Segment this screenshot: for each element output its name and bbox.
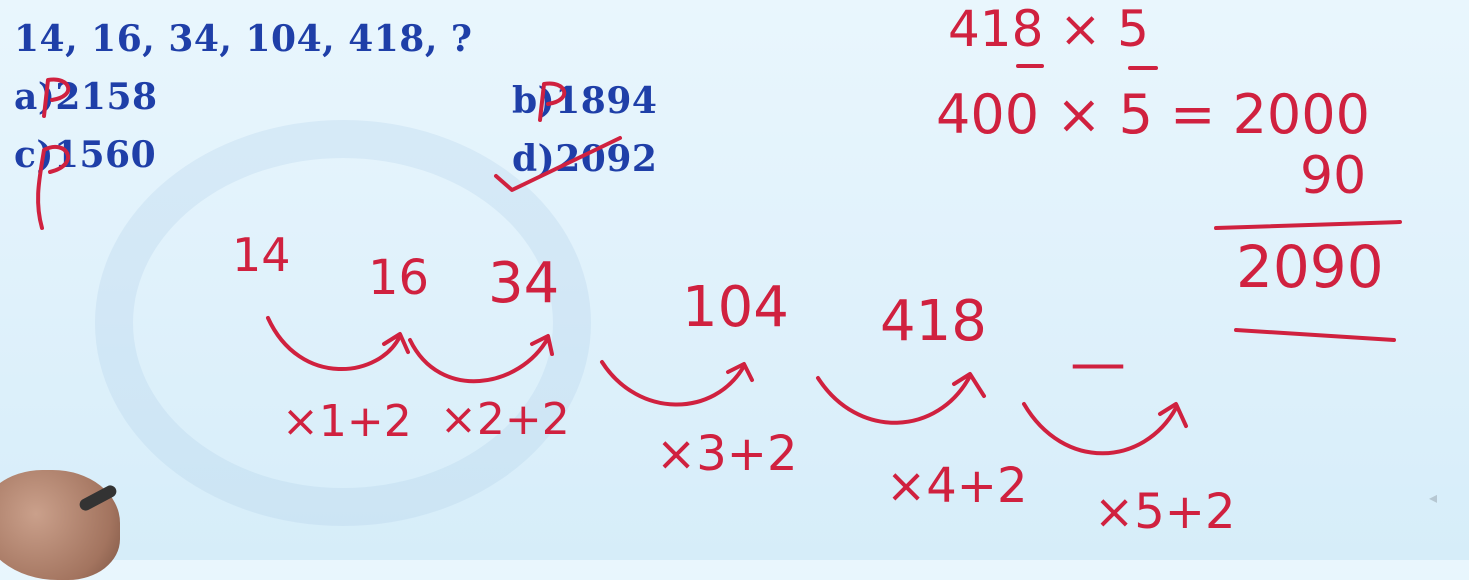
calc-result-underline <box>1236 330 1394 340</box>
calc-result: 2090 <box>1236 233 1384 301</box>
option-b-p-mark <box>540 83 564 120</box>
calc-divider <box>1216 222 1400 228</box>
option-a-letter: a) <box>14 76 56 118</box>
option-a-value: 2158 <box>55 76 158 118</box>
calc-line-2: 400 × 5 = 2000 <box>936 83 1371 146</box>
op-2: ×2+2 <box>440 394 570 445</box>
option-c-value: 1560 <box>53 134 157 176</box>
op-1: ×1+2 <box>282 396 412 447</box>
option-d-letter: d) <box>512 138 556 180</box>
term-3: 34 <box>488 251 560 316</box>
arc-4 <box>818 376 970 423</box>
term-1: 14 <box>232 228 291 282</box>
option-c-p-mark <box>38 147 68 228</box>
scroll-hint-icon: ◂ <box>1428 488 1437 507</box>
arc-3 <box>602 362 744 405</box>
term-blank: — <box>1070 331 1126 396</box>
arc-1 <box>268 318 400 369</box>
calc-line-3: 90 <box>1300 146 1367 206</box>
term-2: 16 <box>368 250 430 306</box>
op-3: ×3+2 <box>656 426 798 482</box>
term-4: 104 <box>682 275 789 340</box>
op-4: ×4+2 <box>886 458 1028 514</box>
question-sequence: 14, 16, 34, 104, 418, ? <box>14 18 473 60</box>
arc-5 <box>1024 404 1176 453</box>
presenter-hand <box>0 470 120 580</box>
option-b-letter: b) <box>512 80 556 122</box>
option-b-value: 1894 <box>555 80 658 122</box>
op-5: ×5+2 <box>1094 484 1236 540</box>
option-d-value: 2092 <box>555 138 658 180</box>
term-5: 418 <box>880 289 987 354</box>
option-a-p-mark <box>44 79 68 116</box>
arc-2 <box>410 338 548 381</box>
option-d-check-mark <box>496 138 620 190</box>
option-c-letter: c) <box>14 134 54 176</box>
calc-line-1: 418 × 5 <box>948 0 1149 58</box>
